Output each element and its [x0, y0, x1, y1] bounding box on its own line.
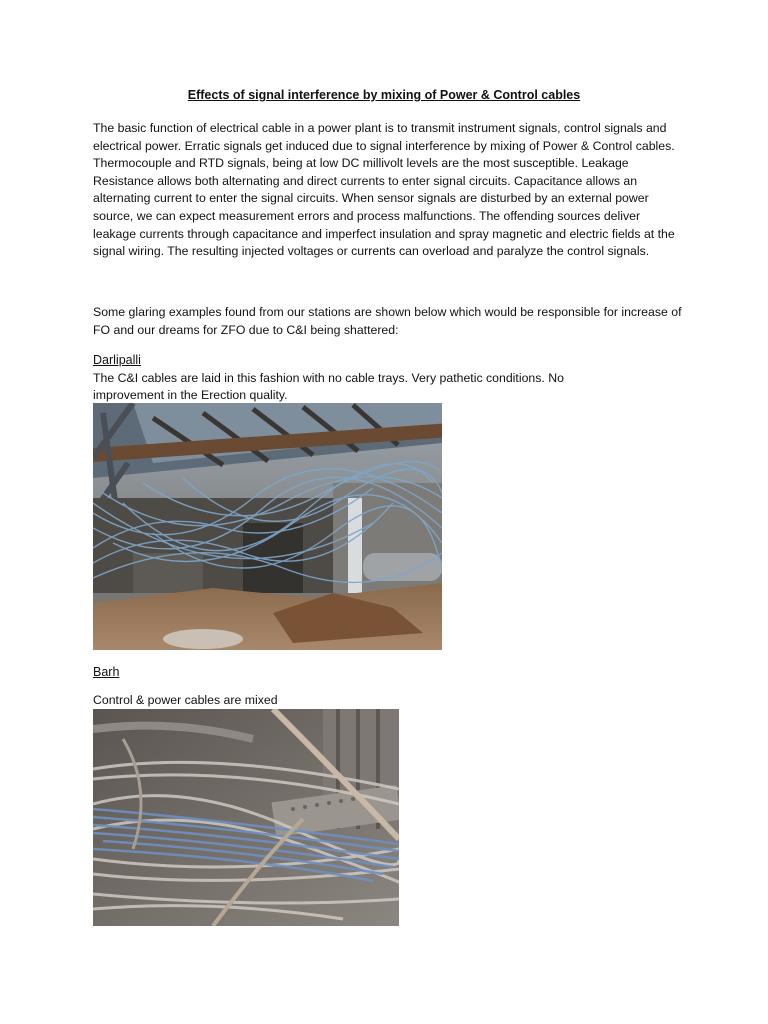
- intro-paragraph: The basic function of electrical cable in a power plant is to transmit instrument signals, control signals and electrical power. Erratic signals get induced due to signal interference by mixing of Power & Control cables. Thermocouple and RTD signals, being at low DC millivolt levels are the most susceptible. Leakage Resistance allows both alternating and direct currents to enter signal circuits. Capacitance allows an alternating current to enter the signal circuits. When sensor signals are disturbed by an external power source, we can expect measurement errors and process malfunctions. The offending sources deliver leakage currents through capacitance and imperfect insulation and spray magnetic and electric fields at the signal wiring. The resulting injected voltages or currents can overload and paralyze the control signals.: [93, 121, 675, 259]
- section-caption-darlipalli: The C&I cables are laid in this fashion with no cable trays. Very pathetic conditions. No improvement in the Erection quality.: [93, 371, 564, 402]
- darlipalli-cable-photo: [93, 403, 442, 650]
- barh-cable-photo: [93, 709, 399, 926]
- section-heading-barh: Barh: [93, 665, 120, 679]
- section-caption-barh: Control & power cables are mixed: [93, 693, 278, 707]
- document-title: Effects of signal interference by mixing of Power & Control cables: [187, 88, 581, 102]
- examples-paragraph: Some glaring examples found from our stations are shown below which would be responsible for increase of FO and our dreams for ZFO due to C&I being shattered:: [93, 305, 682, 337]
- section-heading-darlipalli: Darlipalli: [93, 353, 141, 367]
